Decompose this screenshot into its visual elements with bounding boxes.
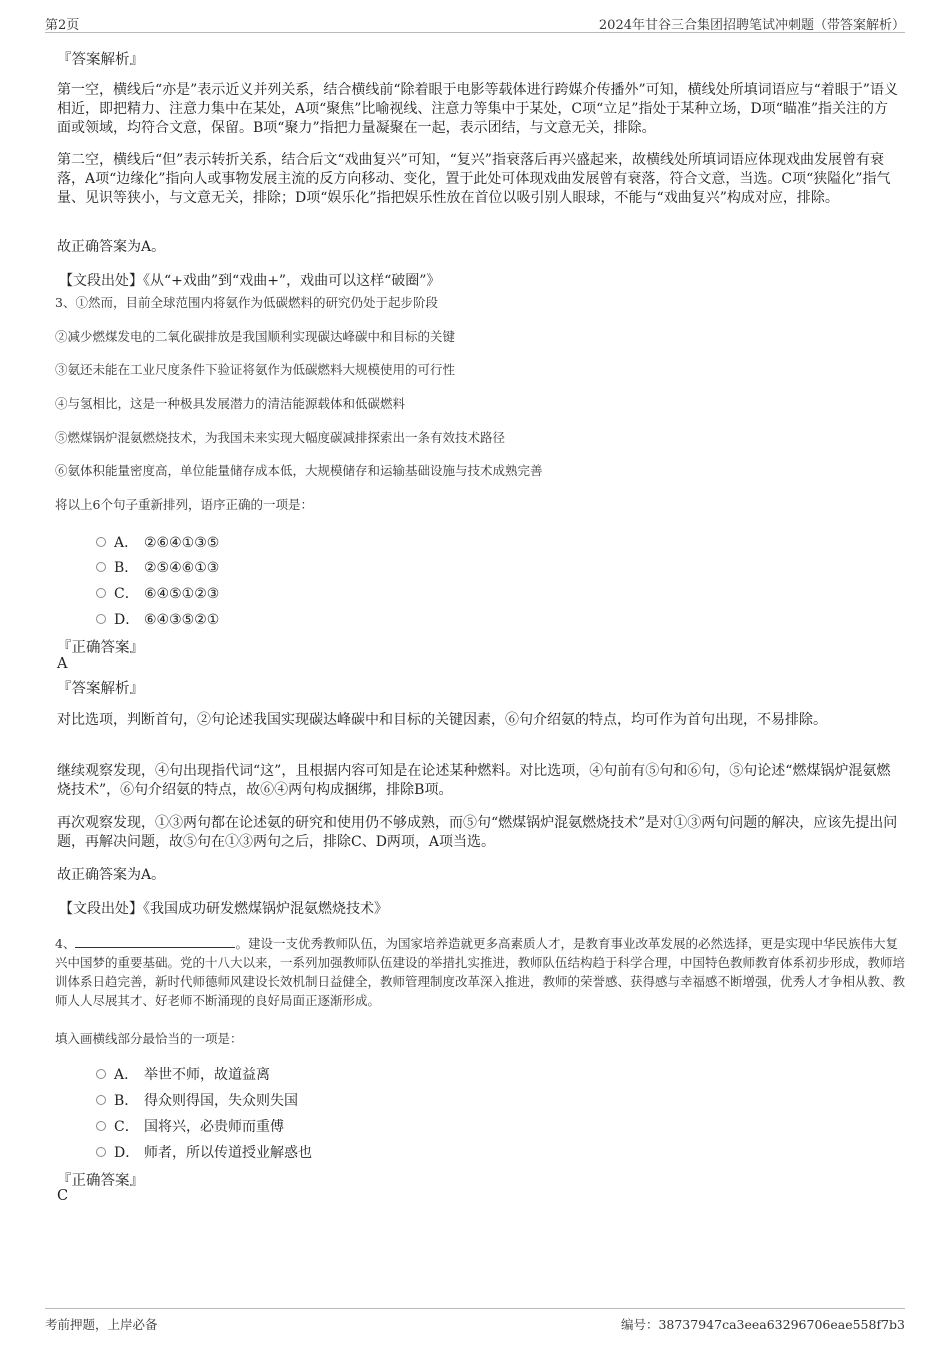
- q4-text: 。建设一支优秀教师队伍，为国家培养造就更多高素质人才，是教育事业改革发展的必然选择，更是实现中华民族伟大复兴中国梦的重要基础。党的十八大以来，一系列加强教师队伍建设的举措扎实推进，教师队伍结构趋于科学合理，中国特色教师教育体系初步形成，教师培训体系日趋完善，新时代师德师风建设长效机制日益健全，教师管理制度改革深入推进，教师的荣誉感、获得感与幸福感不断增强，优秀人才争相从教、教师人人尽展其才、好老师不断涌现的良好局面正逐渐形成。: [55, 936, 906, 1008]
- q3-analysis-para-1: 对比选项，判断首句，②句论述我国实现碳达峰碳中和目标的关键因素，⑥句介绍氨的特点，均可作为首句出现，不易排除。: [57, 712, 827, 728]
- page-number: 第2页: [45, 18, 80, 33]
- q3-analysis-label: 『答案解析』: [57, 681, 144, 697]
- q4-prompt: 填入画横线部分最恰当的一项是：: [55, 1031, 243, 1046]
- q4-option-c[interactable]: C． 国将兴，必贵师而重傅: [96, 1116, 284, 1136]
- q3-sentence-6: ⑥氨体积能量密度高，单位能量储存成本低，大规模储存和运输基础设施与技术成熟完善: [55, 463, 543, 478]
- q4-option-b[interactable]: B． 得众则得国，失众则失国: [96, 1090, 298, 1110]
- q3-analysis-para-2: 继续观察发现，④句出现指代词“这”，且根据内容可知是在论述某种燃料。对比选项，④句前有⑤句和⑥句，⑤句论述“燃煤锅炉混氨燃烧技术”，⑥句介绍氨的特点，故⑥④两句构成捆绑，排除B项。: [57, 763, 891, 798]
- q3-sentence-4: ④与氢相比，这是一种极具发展潜力的清洁能源载体和低碳燃料: [55, 396, 406, 411]
- radio-icon[interactable]: [96, 562, 106, 572]
- q3-sentence-3: ③氨还未能在工业尺度条件下验证将氨作为低碳燃料大规模使用的可行性: [55, 362, 456, 377]
- document-title: 2024年甘谷三合集团招聘笔试冲刺题（带答案解析）: [598, 18, 905, 33]
- radio-icon[interactable]: [96, 1147, 106, 1157]
- footer-slogan: 考前押题，上岸必备: [45, 1317, 158, 1332]
- page-header: [45, 10, 905, 33]
- q2-analysis-para-1: 第一空，横线后“亦是”表示近义并列关系，结合横线前“除着眼于电影等载体进行跨媒介传播外”可知，横线处所填词语应与“着眼于”语义相近，即把精力、注意力集中在某处，A项“聚焦”比喻视线、注意力等集中于某处，C项“立足”指处于某种立场，D项“瞄准”指关注的方面或领域，均符合文意，保留。B项“聚力”指把力量凝聚在一起，表示团结，与文意无关，排除。: [57, 82, 898, 136]
- q3-sentence-1: 3、①然而，目前全球范围内将氨作为低碳燃料的研究仍处于起步阶段: [55, 295, 438, 310]
- q4-stem: [55, 934, 905, 1010]
- page-footer: [45, 1308, 905, 1339]
- q3-analysis-para-3: 再次观察发现，①③两句都在论述氨的研究和使用仍不够成熟，而⑤句“燃煤锅炉混氨燃烧技术”是对①③两句问题的解决，应该先提出问题，再解决问题，故⑤句在①③两句之后，排除C、D两项，A项当选。: [57, 815, 898, 850]
- q3-sentence-5: ⑤燃煤锅炉混氨燃烧技术，为我国未来实现大幅度碳减排探索出一条有效技术路径: [55, 430, 506, 445]
- q4-answer-label: 『正确答案』: [57, 1173, 144, 1189]
- q3-option-d[interactable]: D． ⑥④③⑤②①: [96, 609, 219, 629]
- fill-blank: [75, 935, 235, 948]
- radio-icon[interactable]: [96, 1121, 106, 1131]
- q3-answer: A: [57, 656, 68, 672]
- q3-answer-label: 『正确答案』: [57, 640, 144, 656]
- q3-option-a[interactable]: A． ②⑥④①③⑤: [96, 532, 219, 552]
- q2-conclusion: 故正确答案为A。: [57, 239, 166, 255]
- radio-icon[interactable]: [96, 537, 106, 547]
- radio-icon[interactable]: [96, 614, 106, 624]
- q3-sentence-2: ②减少燃煤发电的二氧化碳排放是我国顺利实现碳达峰碳中和目标的关键: [55, 329, 456, 344]
- q2-analysis-label: 『答案解析』: [57, 52, 144, 68]
- q3-option-b[interactable]: B． ②⑤④⑥①③: [96, 557, 219, 577]
- document-id: 编号：38737947ca3eea63296706eae558f7b3: [620, 1317, 905, 1332]
- q2-analysis-para-2: 第二空，横线后“但”表示转折关系，结合后文“戏曲复兴”可知，“复兴”指衰落后再兴盛起来，故横线处所填词语应体现戏曲发展曾有衰落，A项“边缘化”指向人或事物发展主流的反方向移动、变化，置于此处可体现戏曲发展曾有衰落，符合文意，当选。C项“狭隘化”指气量、见识等狭小，与文意无关，排除；D项“娱乐化”指把娱乐性放在首位以吸引别人眼球，不能与“戏曲复兴”构成对应，排除。: [57, 152, 891, 206]
- q3-option-c[interactable]: C． ⑥④⑤①②③: [96, 583, 219, 603]
- radio-icon[interactable]: [96, 1069, 106, 1079]
- q4-option-a[interactable]: A． 举世不师，故道益离: [96, 1064, 270, 1084]
- radio-icon[interactable]: [96, 588, 106, 598]
- q2-source: 【文段出处】《从“+戏曲”到“戏曲+”，戏曲可以这样“破圈”》: [59, 273, 441, 289]
- q4-number: 4、: [55, 936, 76, 951]
- q3-source: 【文段出处】《我国成功研发燃煤锅炉混氨燃烧技术》: [59, 901, 388, 917]
- q4-option-d[interactable]: D． 师者，所以传道授业解惑也: [96, 1142, 312, 1162]
- q3-prompt: 将以上6个句子重新排列，语序正确的一项是：: [55, 497, 313, 512]
- radio-icon[interactable]: [96, 1095, 106, 1105]
- q4-answer: C: [57, 1188, 69, 1204]
- q3-conclusion: 故正确答案为A。: [57, 867, 166, 883]
